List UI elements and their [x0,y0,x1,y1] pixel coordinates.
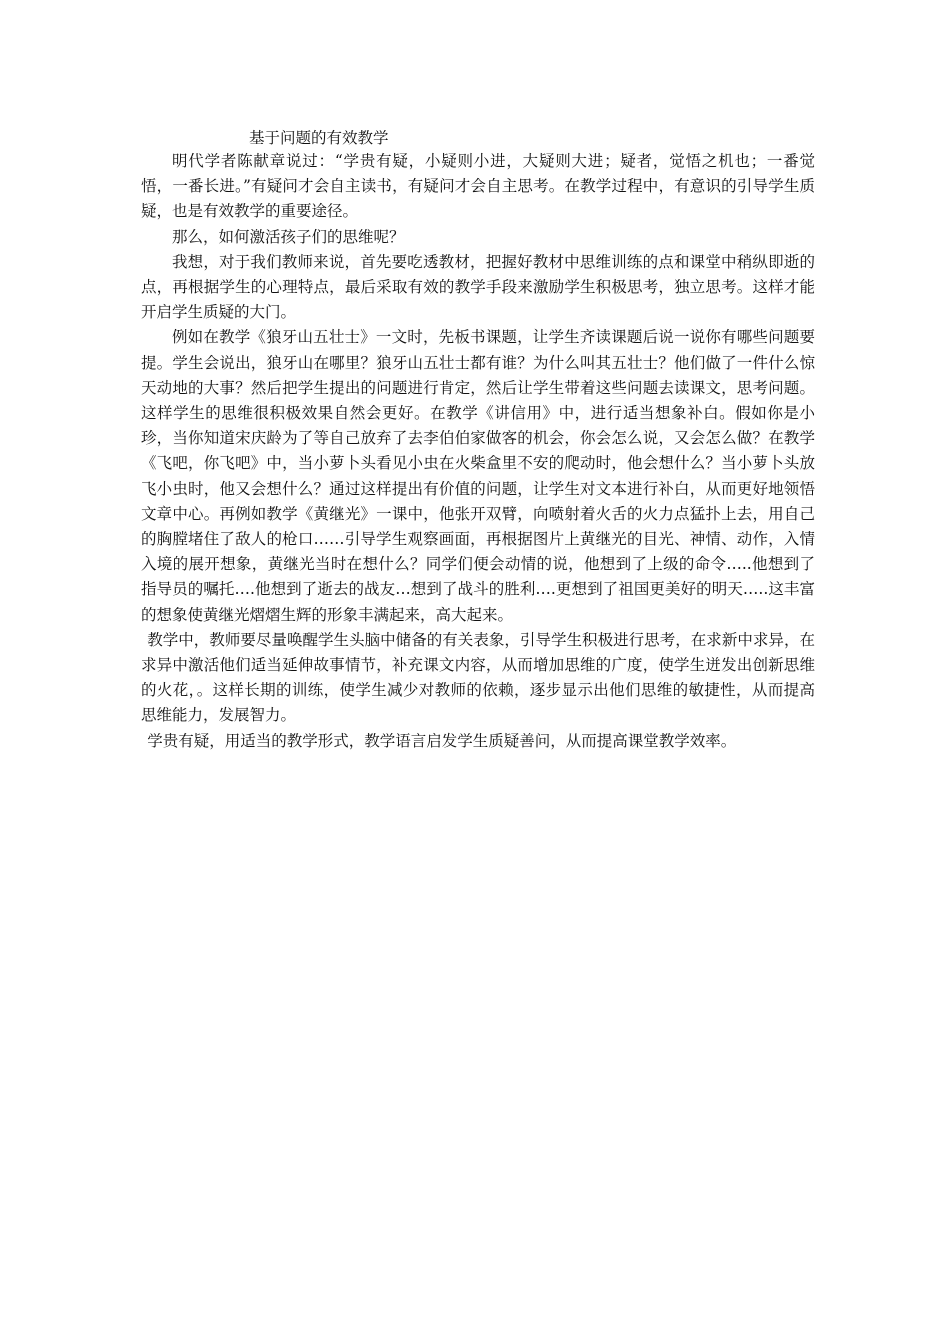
paragraph-question: 那么，如何激活孩子们的思维呢？ [172,227,405,246]
document-body [141,149,815,754]
paragraph-training: 教学中，教师要尽量唤醒学生头脑中储备的有关表象，引导学生积极进行思考，在求新中求异，在求异中激活他们适当延伸故事情节，补充课文内容，从而增加思维的广度，使学生迸发出创新思维的火花，。这样长期的训练，使学生减少对教师的依赖，逐步显示出他们思维的敏捷性，从而提高思维能力，发展智力。 [141,630,815,725]
paragraph-approach: 我想，对于我们教师来说，首先要吃透教材，把握好教材中思维训练的点和课堂中稍纵即逝的点，再根据学生的心理特点，最后采取有效的教学手段来激励学生积极思考，独立思考。这样才能开启学生质疑的大门。 [141,252,815,322]
document-title: 基于问题的有效教学 [249,129,389,147]
paragraph-conclusion: 学贵有疑，用适当的教学形式，教学语言启发学生质疑善问，从而提高课堂教学效率。 [147,731,737,750]
paragraph-quote: 明代学者陈献章说过：“学贵有疑，小疑则小进，大疑则大进；疑者，觉悟之机也；一番觉悟，一番长进。”有疑问才会自主读书，有疑问才会自主思考。在教学过程中，有意识的引导学生质疑，也是有效教学的重要途径。 [141,152,815,221]
paragraph-examples: 例如在教学《狼牙山五壮士》一文时，先板书课题，让学生齐读课题后说一说你有哪些问题要提。学生会说出，狼牙山在哪里？狼牙山五壮士都有谁？为什么叫其五壮士？他们做了一件什么惊天动地的大事？然后把学生提出的问题进行肯定，然后让学生带着这些问题去读课文，思考问题。这样学生的思维很积极效果自然会更好。在教学《讲信用》中，进行适当想象补白。假如你是小珍，当你知道宋庆龄为了等自己放弃了去李伯伯家做客的机会，你会怎么说，又会怎么做？在教学《飞吧，你飞吧》中，当小萝卜头看见小虫在火柴盒里不安的爬动时，他会想什么？当小萝卜头放飞小虫时，他又会想什么？通过这样提出有价值的问题，让学生对文本进行补白，从而更好地领悟文章中心。再例如教学《黄继光》一课中，他张开双臂，向喷射着火舌的火力点猛扑上去，用自己的胸膛堵住了敌人的枪口……引导学生观察画面，再根据图片上黄继光的目光、神情、动作，入情入境的展开想象，黄继光当时在想什么？同学们便会动情的说，他想到了上级的命令…..他想到了指导员的嘱托….他想到了逝去的战友…想到了战斗的胜利….更想到了祖国更美好的明天…..这丰富的想象使黄继光熠熠生辉的形象丰满起来，高大起来。 [141,328,815,624]
